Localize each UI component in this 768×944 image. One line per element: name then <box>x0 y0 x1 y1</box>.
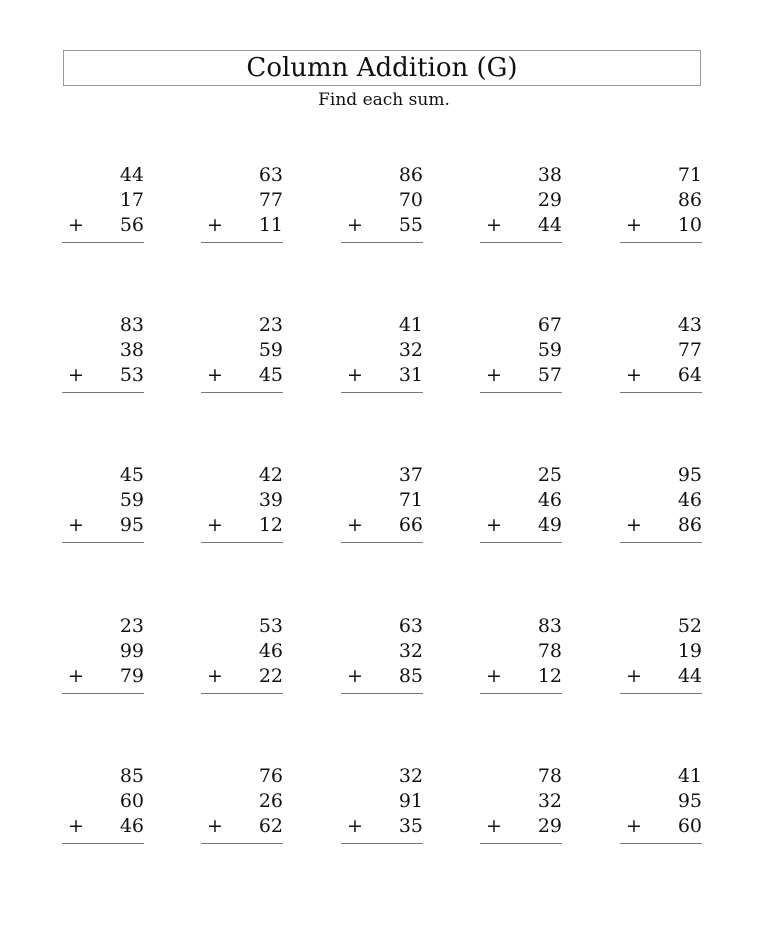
addend: 76 <box>258 765 283 787</box>
addition-problem <box>62 463 144 543</box>
addend: 11 <box>258 214 283 236</box>
addend: 71 <box>677 164 702 186</box>
addend: 59 <box>119 489 144 511</box>
sum-line <box>201 693 283 694</box>
addition-problem <box>201 463 283 543</box>
addend: 37 <box>398 464 423 486</box>
plus-sign: + <box>207 514 223 536</box>
addition-problem <box>620 614 702 694</box>
plus-sign: + <box>486 214 502 236</box>
addition-problem <box>480 764 562 844</box>
plus-sign: + <box>207 214 223 236</box>
addition-problem <box>620 313 702 393</box>
sum-line <box>480 843 562 844</box>
addend: 63 <box>258 164 283 186</box>
addend: 19 <box>677 640 702 662</box>
addend: 32 <box>537 790 562 812</box>
addend: 60 <box>677 815 702 837</box>
sum-line <box>201 392 283 393</box>
addition-problem <box>620 463 702 543</box>
addition-problem <box>341 163 423 243</box>
sum-line <box>201 242 283 243</box>
addend: 43 <box>677 314 702 336</box>
addition-problem <box>201 614 283 694</box>
sum-line <box>480 542 562 543</box>
sum-line <box>341 542 423 543</box>
sum-line <box>62 392 144 393</box>
addend: 95 <box>677 790 702 812</box>
addend: 38 <box>119 339 144 361</box>
addition-problem <box>480 614 562 694</box>
addend: 78 <box>537 765 562 787</box>
addend: 86 <box>398 164 423 186</box>
plus-sign: + <box>486 665 502 687</box>
addend: 95 <box>677 464 702 486</box>
addend: 86 <box>677 189 702 211</box>
addition-problem <box>62 313 144 393</box>
plus-sign: + <box>207 815 223 837</box>
plus-sign: + <box>626 815 642 837</box>
sum-line <box>620 542 702 543</box>
sum-line <box>201 542 283 543</box>
plus-sign: + <box>347 514 363 536</box>
addend: 63 <box>398 615 423 637</box>
addend: 91 <box>398 790 423 812</box>
addend: 62 <box>258 815 283 837</box>
addend: 39 <box>258 489 283 511</box>
addition-problem <box>480 163 562 243</box>
addend: 46 <box>537 489 562 511</box>
addend: 77 <box>258 189 283 211</box>
addition-problem <box>620 163 702 243</box>
plus-sign: + <box>68 364 84 386</box>
addend: 77 <box>677 339 702 361</box>
addend: 46 <box>677 489 702 511</box>
addend: 71 <box>398 489 423 511</box>
addend: 53 <box>119 364 144 386</box>
addend: 35 <box>398 815 423 837</box>
sum-line <box>620 843 702 844</box>
addend: 23 <box>119 615 144 637</box>
addend: 22 <box>258 665 283 687</box>
sum-line <box>620 693 702 694</box>
addend: 42 <box>258 464 283 486</box>
plus-sign: + <box>207 665 223 687</box>
addition-problem <box>341 313 423 393</box>
plus-sign: + <box>626 514 642 536</box>
addend: 57 <box>537 364 562 386</box>
plus-sign: + <box>486 815 502 837</box>
plus-sign: + <box>486 514 502 536</box>
addend: 46 <box>258 640 283 662</box>
addend: 55 <box>398 214 423 236</box>
sum-line <box>62 542 144 543</box>
addition-problem <box>62 764 144 844</box>
addend: 45 <box>119 464 144 486</box>
addition-problem <box>201 163 283 243</box>
addend: 59 <box>258 339 283 361</box>
plus-sign: + <box>486 364 502 386</box>
addend: 32 <box>398 765 423 787</box>
addend: 66 <box>398 514 423 536</box>
addend: 45 <box>258 364 283 386</box>
addend: 83 <box>119 314 144 336</box>
addition-problem <box>480 313 562 393</box>
addition-problem <box>201 313 283 393</box>
plus-sign: + <box>68 665 84 687</box>
addition-problem <box>201 764 283 844</box>
addend: 29 <box>537 815 562 837</box>
plus-sign: + <box>347 665 363 687</box>
addition-problem <box>480 463 562 543</box>
addend: 10 <box>677 214 702 236</box>
addend: 70 <box>398 189 423 211</box>
sum-line <box>201 843 283 844</box>
addend: 83 <box>537 615 562 637</box>
addend: 78 <box>537 640 562 662</box>
addend: 95 <box>119 514 144 536</box>
title-box <box>63 50 701 86</box>
sum-line <box>480 693 562 694</box>
sum-line <box>620 392 702 393</box>
addend: 85 <box>119 765 144 787</box>
addend: 99 <box>119 640 144 662</box>
plus-sign: + <box>626 364 642 386</box>
plus-sign: + <box>207 364 223 386</box>
addend: 56 <box>119 214 144 236</box>
plus-sign: + <box>68 815 84 837</box>
addend: 60 <box>119 790 144 812</box>
addend: 32 <box>398 339 423 361</box>
plus-sign: + <box>347 815 363 837</box>
addition-problem <box>341 614 423 694</box>
addend: 12 <box>537 665 562 687</box>
addend: 41 <box>398 314 423 336</box>
addition-problem <box>62 163 144 243</box>
sum-line <box>62 693 144 694</box>
addend: 29 <box>537 189 562 211</box>
sum-line <box>62 843 144 844</box>
addition-problem <box>341 764 423 844</box>
addition-problem <box>62 614 144 694</box>
plus-sign: + <box>68 214 84 236</box>
addend: 86 <box>677 514 702 536</box>
addend: 59 <box>537 339 562 361</box>
addend: 23 <box>258 314 283 336</box>
sum-line <box>341 242 423 243</box>
addend: 31 <box>398 364 423 386</box>
addend: 44 <box>677 665 702 687</box>
addition-problem <box>620 764 702 844</box>
addend: 67 <box>537 314 562 336</box>
sum-line <box>620 242 702 243</box>
addend: 49 <box>537 514 562 536</box>
addend: 85 <box>398 665 423 687</box>
addend: 32 <box>398 640 423 662</box>
sum-line <box>341 392 423 393</box>
addend: 44 <box>537 214 562 236</box>
addend: 44 <box>119 164 144 186</box>
addend: 25 <box>537 464 562 486</box>
plus-sign: + <box>347 214 363 236</box>
addend: 12 <box>258 514 283 536</box>
addend: 38 <box>537 164 562 186</box>
worksheet-title: Column Addition (G) <box>246 53 518 83</box>
addend: 64 <box>677 364 702 386</box>
instructions: Find each sum. <box>318 90 450 110</box>
addend: 52 <box>677 615 702 637</box>
addend: 79 <box>119 665 144 687</box>
addition-problem <box>341 463 423 543</box>
sum-line <box>480 242 562 243</box>
plus-sign: + <box>68 514 84 536</box>
plus-sign: + <box>347 364 363 386</box>
plus-sign: + <box>626 214 642 236</box>
sum-line <box>480 392 562 393</box>
sum-line <box>341 843 423 844</box>
addend: 41 <box>677 765 702 787</box>
addend: 53 <box>258 615 283 637</box>
sum-line <box>341 693 423 694</box>
addend: 26 <box>258 790 283 812</box>
plus-sign: + <box>626 665 642 687</box>
addend: 17 <box>119 189 144 211</box>
sum-line <box>62 242 144 243</box>
addend: 46 <box>119 815 144 837</box>
